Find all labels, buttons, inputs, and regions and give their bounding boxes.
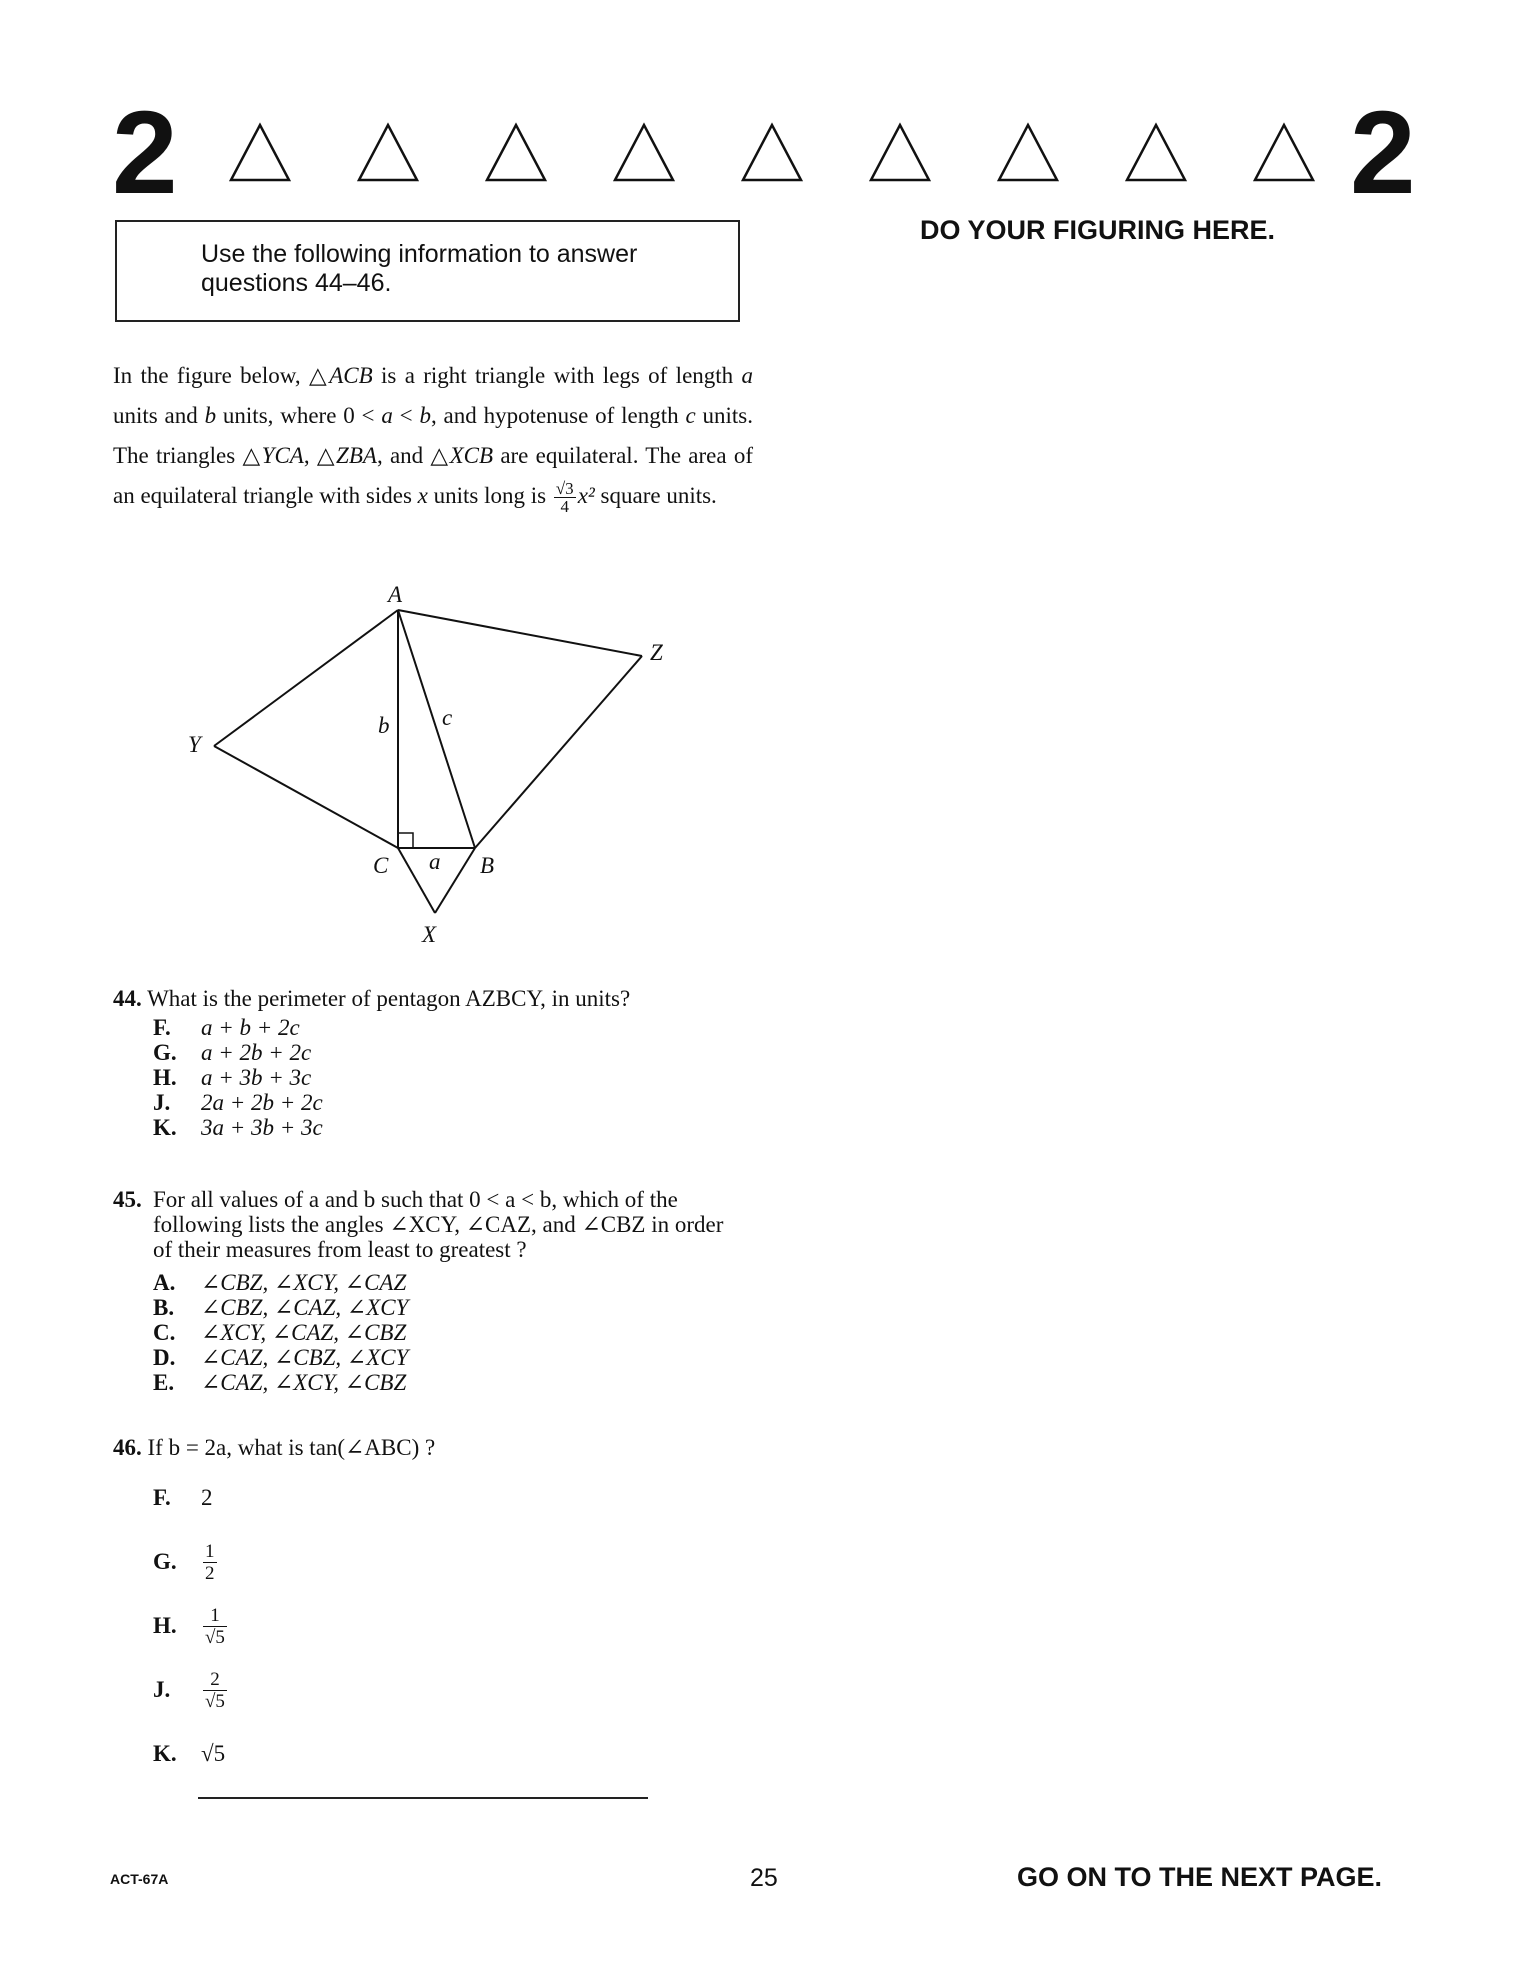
var-a: a <box>741 363 753 388</box>
choice-letter: F. <box>153 1485 171 1510</box>
intro-text: units and <box>113 403 205 428</box>
intro-text: , and hypotenuse of length <box>430 403 686 428</box>
triangle-icon <box>615 125 673 180</box>
intro-text: units. The triangles <box>113 403 753 468</box>
go-on-notice: GO ON TO THE NEXT PAGE. <box>1017 1862 1383 1892</box>
question-stem: For all values of a and b such that 0 < a < b, which of the following lists the angles ∠XCY, ∠CAZ, and ∠CBZ in order of their measures from least to greatest ? <box>153 1187 724 1262</box>
geometry-figure <box>180 580 700 960</box>
segment-yc <box>214 746 398 848</box>
var-x: x <box>417 483 428 508</box>
choice-text: 2 <box>201 1485 213 1510</box>
triangle-icon <box>487 125 545 180</box>
question-number: 46. <box>113 1435 142 1460</box>
choice-text: ∠CBZ, ∠XCY, ∠CAZ <box>201 1270 407 1295</box>
intro-text: , <box>303 443 317 468</box>
choice-text: 2a + 2b + 2c <box>201 1090 323 1115</box>
answer-choice[interactable] <box>113 1466 753 1530</box>
choice-text: 3a + 3b + 3c <box>201 1115 323 1140</box>
triangle-icon <box>999 125 1057 180</box>
question-45 <box>113 1187 753 1395</box>
question-number: 44. <box>113 986 142 1011</box>
segment-ay <box>214 610 398 746</box>
choice-text: a + b + 2c <box>201 1015 300 1040</box>
choice-letter: H. <box>153 1613 177 1638</box>
choice-letter: E. <box>153 1370 175 1395</box>
triangle-icon <box>743 125 801 180</box>
choice-letter: F. <box>153 1015 171 1040</box>
question-stem: What is the perimeter of pentagon AZBCY, in units? <box>147 986 631 1011</box>
var-c: c <box>685 403 696 428</box>
answer-choice[interactable] <box>113 1722 753 1786</box>
choice-letter: J. <box>153 1677 171 1702</box>
intro-text: is a right triangle with legs of length <box>372 363 742 388</box>
answer-choice[interactable] <box>113 1270 753 1295</box>
area-fraction <box>554 480 576 515</box>
triangle-icon <box>1255 125 1313 180</box>
fraction-denominator: 4 <box>560 497 570 517</box>
triangle-xcb: △XCB <box>430 443 494 468</box>
label-b-vertex: B <box>480 853 495 878</box>
choice-letter: D. <box>153 1345 176 1370</box>
intro-text: square units. <box>594 483 717 508</box>
triangle-icon <box>1127 125 1185 180</box>
fraction-numerator: √3 <box>555 479 574 499</box>
label-y-vertex: Y <box>188 732 201 757</box>
answer-choices <box>113 1466 753 1786</box>
choice-letter: G. <box>153 1040 177 1065</box>
intro-text: units long is <box>427 483 552 508</box>
figuring-label: DO YOUR FIGURING HERE. <box>920 215 1276 245</box>
label-a-vertex: A <box>388 582 403 607</box>
section-number-left: 2 <box>112 87 178 219</box>
fraction-denominator: √5 <box>205 1626 225 1648</box>
choice-fraction <box>203 1541 217 1584</box>
var-b: b <box>419 403 431 428</box>
question-stem: If b = 2a, what is tan(∠ABC) ? <box>147 1435 436 1460</box>
answer-choice[interactable] <box>113 1090 753 1115</box>
choice-text: ∠CAZ, ∠XCY, ∠CBZ <box>201 1370 407 1395</box>
var-b: b <box>204 403 217 428</box>
triangle-divider <box>110 100 1430 210</box>
page-number: 25 <box>750 1864 778 1892</box>
choice-text: √5 <box>201 1741 226 1766</box>
var-x-squared: x² <box>577 483 595 508</box>
info-box-line-1: Use the following information to answer <box>201 240 638 268</box>
right-angle-mark <box>398 833 413 848</box>
var-a: a <box>381 403 393 428</box>
choice-fraction <box>203 1605 227 1648</box>
question-44 <box>113 986 753 1140</box>
answer-choice[interactable] <box>113 1530 753 1594</box>
answer-choice[interactable] <box>113 1370 753 1395</box>
choice-letter: C. <box>153 1320 176 1345</box>
section-number-right: 2 <box>1350 87 1416 219</box>
intro-paragraph <box>113 356 753 516</box>
fraction-numerator: 1 <box>203 1605 227 1627</box>
question-46 <box>113 1435 753 1786</box>
answer-choice[interactable] <box>113 1065 753 1090</box>
answer-choice[interactable] <box>113 1295 753 1320</box>
info-box-line-2: questions 44–46. <box>201 269 392 297</box>
label-z-vertex: Z <box>650 640 663 665</box>
intro-text: are equilateral. The area of an equilateral triangle with sides <box>113 443 753 508</box>
choice-fraction <box>203 1669 227 1712</box>
answer-choice[interactable] <box>113 1115 753 1140</box>
fraction-numerator: 1 <box>205 1540 215 1562</box>
choice-text: a + 3b + 3c <box>201 1065 312 1090</box>
form-code: ACT-67A <box>110 1871 169 1887</box>
choice-letter: J. <box>153 1090 171 1115</box>
choice-letter: K. <box>153 1741 177 1766</box>
fraction-numerator: 2 <box>203 1669 227 1691</box>
label-side-a: a <box>429 849 441 874</box>
triangle-icon <box>871 125 929 180</box>
segment-xb <box>435 848 475 913</box>
triangle-icon <box>231 125 289 180</box>
choice-text: ∠XCY, ∠CAZ, ∠CBZ <box>201 1320 407 1345</box>
triangle-icon <box>359 125 417 180</box>
label-x-vertex: X <box>422 922 437 947</box>
intro-text: , and <box>376 443 431 468</box>
answer-choice[interactable] <box>113 1658 753 1722</box>
answer-choice[interactable] <box>113 1345 753 1370</box>
choice-letter: B. <box>153 1295 175 1320</box>
choice-text: ∠CAZ, ∠CBZ, ∠XCY <box>201 1345 409 1370</box>
answer-choice[interactable] <box>113 1320 753 1345</box>
choice-text: ∠CBZ, ∠CAZ, ∠XCY <box>201 1295 409 1320</box>
triangle-yca: △YCA <box>242 443 304 468</box>
answer-choices <box>113 1015 753 1140</box>
segment-ab <box>398 610 475 848</box>
choice-letter: G. <box>153 1549 177 1574</box>
intro-text: units, where 0 < <box>216 403 382 428</box>
choice-text: a + 2b + 2c <box>201 1040 312 1065</box>
question-number: 45. <box>113 1187 142 1212</box>
segment-az <box>398 610 642 656</box>
answer-choice[interactable] <box>113 1015 753 1040</box>
intro-text: In the figure below, <box>113 363 309 388</box>
triangle-zba: △ZBA <box>316 443 377 468</box>
triangle-acb: △ACB <box>308 363 373 388</box>
choice-letter: H. <box>153 1065 177 1090</box>
choice-letter: A. <box>153 1270 176 1295</box>
answer-choice[interactable] <box>113 1594 753 1658</box>
intro-text: < <box>392 403 420 428</box>
fraction-denominator: 2 <box>205 1562 215 1584</box>
answer-choice[interactable] <box>113 1040 753 1065</box>
end-of-questions-rule <box>198 1797 648 1799</box>
answer-choices <box>113 1270 753 1395</box>
label-side-b: b <box>378 713 390 738</box>
segment-zb <box>475 656 642 848</box>
choice-letter: K. <box>153 1115 177 1140</box>
fraction-denominator: √5 <box>205 1690 225 1712</box>
label-side-c: c <box>442 705 453 730</box>
info-box <box>115 220 740 322</box>
label-c-vertex: C <box>373 853 389 878</box>
